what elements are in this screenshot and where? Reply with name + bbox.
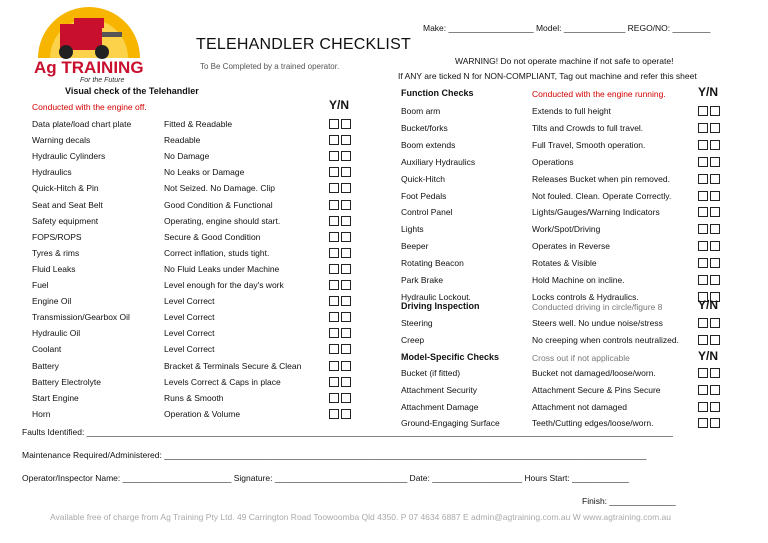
no-checkbox[interactable] [710,157,720,167]
yes-checkbox[interactable] [329,361,339,371]
item-check: Operation & Volume [164,408,241,419]
no-checkbox[interactable] [341,151,351,161]
yes-checkbox[interactable] [329,344,339,354]
no-checkbox[interactable] [341,135,351,145]
item-name: Quick-Hitch [401,173,445,184]
item-name: Data plate/load chart plate [32,119,132,129]
no-checkbox[interactable] [341,248,351,258]
no-checkbox[interactable] [710,418,720,428]
model-heading: Model-Specific Checks [401,352,500,362]
yn-checkboxes [698,418,722,428]
no-checkbox[interactable] [710,191,720,201]
yes-checkbox[interactable] [329,135,339,145]
item-check: Levels Correct & Caps in place [164,376,281,387]
checklist-row [32,135,359,151]
checklist-row [32,393,359,409]
item-check: Extends to full height [532,106,611,116]
yes-checkbox[interactable] [329,296,339,306]
no-checkbox[interactable] [341,167,351,177]
yes-checkbox[interactable] [698,224,708,234]
yes-checkbox[interactable] [329,409,339,419]
no-checkbox[interactable] [341,377,351,387]
item-check: Operating, engine should start. [164,215,281,226]
item-name: Coolant [32,344,62,355]
item-name: Bucket (if fitted) [401,368,461,378]
item-check: No Leaks or Damage [164,167,245,178]
yn-checkboxes [698,275,722,285]
yes-checkbox[interactable] [329,119,339,129]
yes-checkbox[interactable] [329,248,339,258]
yn-checkboxes [698,241,722,251]
yn-checkboxes [329,344,353,354]
item-check: Level Correct [164,328,215,339]
item-name: Auxiliary Hydraulics [401,156,476,167]
page-subtitle: To Be Completed by a trained operator. [200,62,340,71]
yn-checkboxes [329,312,353,322]
yn-checkboxes [329,119,353,129]
checklist-row [401,335,728,352]
checklist-row [32,296,359,312]
item-name: Attachment Security [401,384,478,395]
yn-checkboxes [329,248,353,258]
yes-checkbox[interactable] [698,123,708,133]
item-check: Lights/Gauges/Warning Indicators [532,207,660,218]
no-checkbox[interactable] [710,140,720,150]
item-name: Hydraulics [32,167,72,178]
checklist-row [401,368,728,385]
item-name: Rotating Beacon [401,258,464,269]
item-name: Warning decals [32,135,91,146]
yn-checkboxes [329,135,353,145]
no-checkbox[interactable] [710,258,720,268]
item-check: Rotates & Visible [532,258,597,269]
item-name: Lights [401,224,424,235]
item-check: Secure & Good Condition [164,231,261,242]
yn-checkboxes [698,207,722,217]
item-name: Hydraulic Oil [32,328,81,339]
yes-checkbox[interactable] [329,280,339,290]
driving-yn-header: Y/N [698,298,719,312]
no-checkbox[interactable] [341,200,351,210]
item-name: Battery [32,360,59,371]
yn-checkboxes [698,174,722,184]
yn-checkboxes [698,123,722,133]
no-checkbox[interactable] [341,183,351,193]
checklist-row [32,344,359,360]
no-checkbox[interactable] [710,174,720,184]
item-check: Operations [532,156,574,167]
item-check: No creeping when controls neutralized. [532,334,679,345]
function-condition: Conducted with the engine running. [532,89,666,99]
item-check: Operates in Reverse [532,241,610,252]
checklist-row [401,275,728,292]
yes-checkbox[interactable] [698,318,708,328]
item-name: Fluid Leaks [32,263,76,274]
checklist-row [32,280,359,296]
item-check: Steers well. No undue noise/stress [532,318,663,328]
item-check: Tilts and Crowds to full travel. [532,122,644,133]
item-check: Good Condition & Functional [164,199,273,210]
item-name: Ground-Engaging Surface [401,418,500,429]
no-checkbox[interactable] [710,224,720,234]
yn-checkboxes [329,377,353,387]
item-check: Not fouled. Clean. Operate Correctly. [532,190,672,201]
item-name: Battery Electrolyte [32,376,101,387]
yn-checkboxes [329,200,353,210]
yn-checkboxes [698,368,722,378]
checklist-row [32,328,359,344]
item-check: Attachment Secure & Pins Secure [532,384,661,395]
yes-checkbox[interactable] [329,328,339,338]
yes-checkbox[interactable] [329,167,339,177]
checklist-row [401,140,728,157]
item-name: Tyres & rims [32,247,80,258]
item-name: Horn [32,408,51,419]
yn-checkboxes [329,409,353,419]
ag-training-logo [30,6,148,86]
yes-checkbox[interactable] [329,216,339,226]
yes-checkbox[interactable] [329,151,339,161]
model-condition: Cross out if not applicable [532,353,630,363]
no-checkbox[interactable] [341,216,351,226]
no-checkbox[interactable] [341,232,351,242]
checklist-row [401,157,728,174]
item-name: Safety equipment [32,215,99,226]
item-name: Control Panel [401,207,453,218]
yes-checkbox[interactable] [698,157,708,167]
logo-tagline: For the Future [80,77,125,84]
yes-checkbox[interactable] [698,368,708,378]
yes-checkbox[interactable] [329,183,339,193]
item-check: Bucket not damaged/loose/worn. [532,368,656,378]
item-name: Seat and Seat Belt [32,199,103,210]
no-checkbox[interactable] [710,207,720,217]
item-check: No Fluid Leaks under Machine [164,263,280,274]
no-checkbox[interactable] [341,280,351,290]
item-name: Fuel [32,280,49,290]
checklist-row [401,385,728,402]
item-check: Runs & Smooth [164,392,224,403]
yn-checkboxes [698,385,722,395]
no-checkbox[interactable] [341,409,351,419]
item-name: Boom arm [401,106,441,116]
checklist-row [401,258,728,275]
checklist-row [401,106,728,123]
no-checkbox[interactable] [710,335,720,345]
yes-checkbox[interactable] [698,335,708,345]
machine-details-line[interactable]: Make: __________________ Model: _____________ REGO/NO: ________ [423,23,711,33]
no-checkbox[interactable] [710,106,720,116]
checklist-row [32,183,359,199]
yes-checkbox[interactable] [698,258,708,268]
item-name: Transmission/Gearbox Oil [32,312,130,323]
yes-checkbox[interactable] [329,264,339,274]
warning-line-2: If ANY are ticked N for NON-COMPLIANT, Tag out machine and refer this sheet [398,71,697,81]
driving-condition: Conducted driving in circle/figure 8 [532,302,663,312]
maintenance-field[interactable]: Maintenance Required/Administered: ______________________________________________________________________________________________________ [22,450,647,460]
yn-checkboxes [329,183,353,193]
yn-checkboxes [329,280,353,290]
yn-checkboxes [698,224,722,234]
operator-details-field[interactable]: Operator/Inspector Name: _______________________ Signature: ____________________________ Date: ___________________ Hours Start: ____________ [22,473,629,483]
checklist-row [401,174,728,191]
checklist-row [401,207,728,224]
checklist-row [401,318,728,335]
checklist-row [401,191,728,208]
checklist-row [32,409,359,425]
yes-checkbox[interactable] [329,200,339,210]
left-yn-header: Y/N [329,98,350,112]
item-check: Readable [164,135,201,146]
item-name: Start Engine [32,392,79,403]
yn-checkboxes [329,393,353,403]
no-checkbox[interactable] [341,312,351,322]
yes-checkbox[interactable] [698,174,708,184]
yn-checkboxes [698,157,722,167]
item-check: Correct inflation, studs tight. [164,247,270,258]
item-check: Teeth/Cutting edges/loose/worn. [532,418,654,429]
no-checkbox[interactable] [710,318,720,328]
yn-checkboxes [329,232,353,242]
yn-checkboxes [329,216,353,226]
yes-checkbox[interactable] [698,385,708,395]
no-checkbox[interactable] [341,393,351,403]
yn-checkboxes [329,328,353,338]
item-name: Park Brake [401,275,444,285]
checklist-row [32,167,359,183]
checklist-row [32,264,359,280]
no-checkbox[interactable] [341,296,351,306]
item-check: Locks controls & Hydraulics. [532,291,639,302]
checklist-row [401,123,728,140]
model-yn-header: Y/N [698,349,719,363]
item-name: Hydraulic Cylinders [32,151,106,162]
yn-checkboxes [698,106,722,116]
yes-checkbox[interactable] [698,106,708,116]
yn-checkboxes [329,361,353,371]
checklist-row [32,377,359,393]
item-check: Hold Machine on incline. [532,275,625,285]
item-check: Bracket & Terminals Secure & Clean [164,360,302,371]
no-checkbox[interactable] [710,368,720,378]
yes-checkbox[interactable] [329,393,339,403]
no-checkbox[interactable] [341,119,351,129]
left-condition: Conducted with the engine off. [32,102,147,112]
checklist-row [32,151,359,167]
no-checkbox[interactable] [710,123,720,133]
yes-checkbox[interactable] [329,377,339,387]
item-name: Attachment Damage [401,401,479,412]
item-check: Level Correct [164,344,215,355]
item-name: Steering [401,318,433,328]
yes-checkbox[interactable] [698,207,708,217]
yes-checkbox[interactable] [698,402,708,412]
no-checkbox[interactable] [341,328,351,338]
checklist-row [401,241,728,258]
item-check: No Damage [164,151,210,162]
item-name: Boom extends [401,139,456,150]
no-checkbox[interactable] [341,361,351,371]
logo-brand: Ag TRAINING [34,58,144,77]
yn-checkboxes [329,167,353,177]
driving-heading: Driving Inspection [401,301,480,311]
checklist-row [401,224,728,241]
yes-checkbox[interactable] [698,241,708,251]
yes-checkbox[interactable] [698,275,708,285]
checklist-row [32,232,359,248]
item-check: Not Seized. No Damage. Clip [164,183,276,194]
item-name: Engine Oil [32,296,72,307]
faults-field[interactable]: Faults Identified: ____________________________________________________________________________________________________________________________ [22,427,673,437]
no-checkbox[interactable] [710,385,720,395]
item-check: Work/Spot/Driving [532,224,601,235]
yes-checkbox[interactable] [329,312,339,322]
checklist-row [32,119,359,135]
checklist-row [32,312,359,328]
yes-checkbox[interactable] [698,418,708,428]
function-yn-header: Y/N [698,85,719,99]
no-checkbox[interactable] [710,402,720,412]
yn-checkboxes [329,264,353,274]
no-checkbox[interactable] [710,241,720,251]
item-check: Attachment not damaged [532,401,627,412]
yn-checkboxes [698,402,722,412]
yn-checkboxes [698,258,722,268]
warning-line-1: WARNING! Do not operate machine if not safe to operate! [455,56,674,66]
yn-checkboxes [329,296,353,306]
no-checkbox[interactable] [341,264,351,274]
checklist-row [401,402,728,419]
item-check: Level enough for the day's work [164,280,284,290]
function-heading: Function Checks [401,88,474,98]
item-check: Releases Bucket when pin removed. [532,173,670,184]
finish-field[interactable]: Finish: ______________ [582,496,676,506]
yn-checkboxes [698,191,722,201]
item-name: FOPS/ROPS [32,231,82,242]
item-name: Creep [401,334,425,345]
item-name: Quick-Hitch & Pin [32,183,99,194]
yn-checkboxes [698,318,722,328]
yn-checkboxes [698,140,722,150]
yn-checkboxes [698,335,722,345]
checklist-row [32,248,359,264]
page-title: TELEHANDLER CHECKLIST [196,36,411,53]
item-check: Level Correct [164,312,215,323]
checklist-row [32,361,359,377]
yes-checkbox[interactable] [698,191,708,201]
item-name: Hydraulic Lockout. [401,291,471,302]
no-checkbox[interactable] [341,344,351,354]
left-heading: Visual check of the Telehandler [65,86,199,96]
item-name: Bucket/forks [401,122,448,133]
footer-contact: Available free of charge from Ag Training Pty Ltd. 49 Carrington Road Toowoomba Qld 4350. P 07 4634 6887 E admin@agtraining.com.au W www.agtraining.com.au [50,512,671,522]
item-check: Level Correct [164,296,215,307]
yes-checkbox[interactable] [698,140,708,150]
item-check: Fitted & Readable [164,119,233,129]
yes-checkbox[interactable] [329,232,339,242]
item-check: Full Travel, Smooth operation. [532,139,646,150]
yn-checkboxes [329,151,353,161]
checklist-row [32,200,359,216]
checklist-row [32,216,359,232]
item-name: Beeper [401,241,429,252]
item-name: Foot Pedals [401,190,447,201]
no-checkbox[interactable] [710,275,720,285]
